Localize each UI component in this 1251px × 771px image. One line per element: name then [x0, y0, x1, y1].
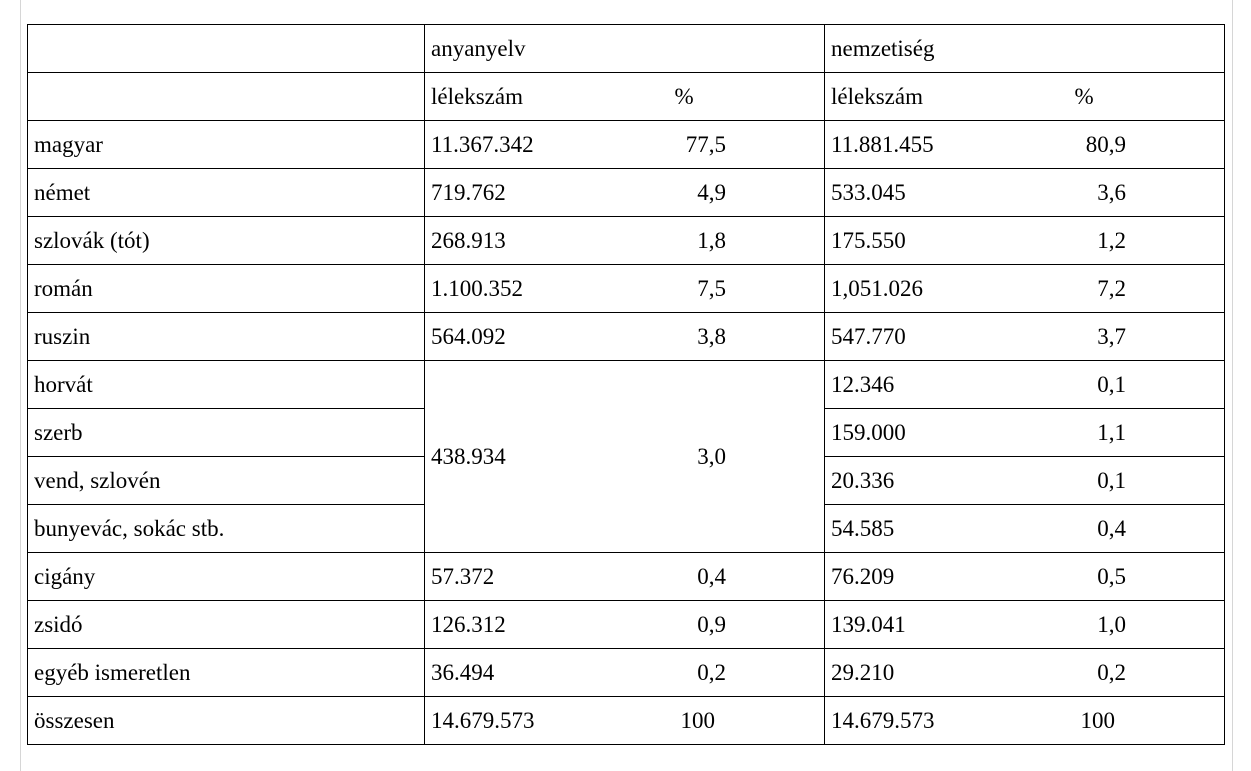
nat-pct-header: %	[1025, 73, 1225, 121]
corner-cell	[28, 73, 425, 121]
mt-count-cell: 1.100.352	[425, 265, 625, 313]
row-label: német	[28, 169, 425, 217]
table-row	[28, 313, 1225, 361]
nat-pct-cell: 0,5	[1025, 553, 1225, 601]
mt-pct-cell: 0,2	[625, 649, 825, 697]
mt-pct-cell: 7,5	[625, 265, 825, 313]
nat-count-cell: 547.770	[825, 313, 1025, 361]
table-row	[28, 217, 1225, 265]
row-label: zsidó	[28, 601, 425, 649]
row-label: horvát	[28, 361, 425, 409]
nationality-header: nemzetiség	[825, 25, 1225, 73]
mt-count-cell: 14.679.573	[425, 697, 625, 745]
table-row	[28, 121, 1225, 169]
nat-count-cell: 14.679.573	[825, 697, 1025, 745]
nat-pct-cell: 1,0	[1025, 601, 1225, 649]
mt-pct-cell: 4,9	[625, 169, 825, 217]
row-label: bunyevác, sokác stb.	[28, 505, 425, 553]
nat-pct-cell: 7,2	[1025, 265, 1225, 313]
row-label: ruszin	[28, 313, 425, 361]
nat-count-cell: 54.585	[825, 505, 1025, 553]
nat-pct-cell: 3,7	[1025, 313, 1225, 361]
nat-pct-cell: 1,2	[1025, 217, 1225, 265]
south-slav-mt-count-cell: 438.934	[425, 361, 625, 553]
corner-cell	[28, 25, 425, 73]
mt-pct-cell: 0,4	[625, 553, 825, 601]
mt-pct-cell: 0,9	[625, 601, 825, 649]
table-row	[28, 649, 1225, 697]
row-label: magyar	[28, 121, 425, 169]
nat-count-cell: 20.336	[825, 457, 1025, 505]
nat-count-cell: 159.000	[825, 409, 1025, 457]
nat-count-cell: 29.210	[825, 649, 1025, 697]
mt-count-cell: 36.494	[425, 649, 625, 697]
mt-count-cell: 126.312	[425, 601, 625, 649]
nat-pct-cell: 3,6	[1025, 169, 1225, 217]
nat-pct-cell: 80,9	[1025, 121, 1225, 169]
nat-pct-cell: 0,1	[1025, 457, 1225, 505]
south-slav-mt-pct-cell: 3,0	[625, 361, 825, 553]
mt-count-cell: 57.372	[425, 553, 625, 601]
row-label: összesen	[28, 697, 425, 745]
table-row	[28, 553, 1225, 601]
mt-count-cell: 564.092	[425, 313, 625, 361]
mt-count-cell: 719.762	[425, 169, 625, 217]
census-table	[27, 24, 1225, 745]
nat-pct-cell: 1,1	[1025, 409, 1225, 457]
row-label: cigány	[28, 553, 425, 601]
row-label: szerb	[28, 409, 425, 457]
nat-count-cell: 11.881.455	[825, 121, 1025, 169]
nat-count-cell: 533.045	[825, 169, 1025, 217]
nat-count-cell: 139.041	[825, 601, 1025, 649]
nat-pct-cell: 0,4	[1025, 505, 1225, 553]
row-label: vend, szlovén	[28, 457, 425, 505]
mt-pct-cell: 100	[625, 697, 825, 745]
group-header-row	[28, 25, 1225, 73]
nat-pct-cell: 0,2	[1025, 649, 1225, 697]
nat-count-cell: 12.346	[825, 361, 1025, 409]
table-row	[28, 265, 1225, 313]
sub-header-row	[28, 73, 1225, 121]
total-row	[28, 697, 1225, 745]
table-row	[28, 361, 1225, 409]
row-label: román	[28, 265, 425, 313]
nat-count-cell: 1,051.026	[825, 265, 1025, 313]
page-edge-right	[1232, 0, 1233, 771]
nat-pct-cell: 100	[1025, 697, 1225, 745]
nat-count-cell: 76.209	[825, 553, 1025, 601]
mt-pct-cell: 77,5	[625, 121, 825, 169]
nat-pct-cell: 0,1	[1025, 361, 1225, 409]
mt-count-cell: 11.367.342	[425, 121, 625, 169]
mt-count-cell: 268.913	[425, 217, 625, 265]
row-label: egyéb ismeretlen	[28, 649, 425, 697]
page-edge-left	[20, 0, 21, 771]
mt-pct-cell: 1,8	[625, 217, 825, 265]
table-row	[28, 601, 1225, 649]
mt-count-header: lélekszám	[425, 73, 625, 121]
table-row	[28, 169, 1225, 217]
mt-pct-cell: 3,8	[625, 313, 825, 361]
nat-count-header: lélekszám	[825, 73, 1025, 121]
row-label: szlovák (tót)	[28, 217, 425, 265]
mt-pct-header: %	[625, 73, 825, 121]
mother-tongue-header: anyanyelv	[425, 25, 825, 73]
nat-count-cell: 175.550	[825, 217, 1025, 265]
